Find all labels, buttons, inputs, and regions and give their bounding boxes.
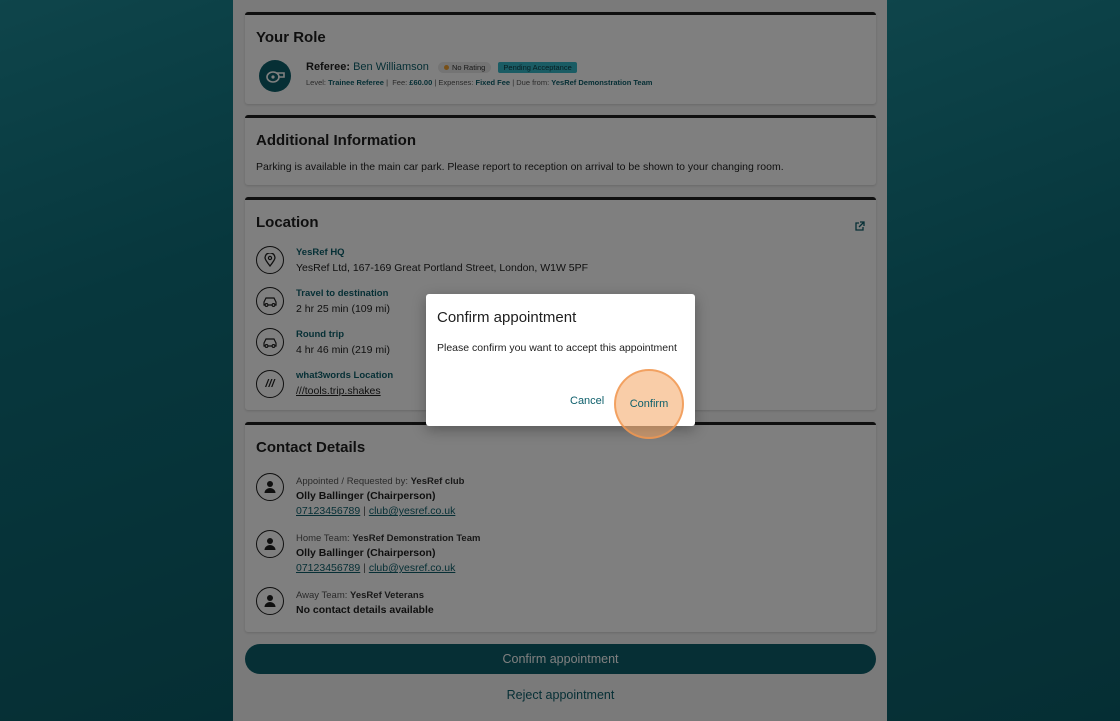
dialog-cancel-button[interactable]: Cancel — [570, 395, 605, 407]
dialog-body: Please confirm you want to accept this appointment — [437, 342, 677, 354]
dialog-title: Confirm appointment — [437, 309, 577, 326]
dialog-confirm-button[interactable]: Confirm — [614, 369, 684, 439]
confirm-dialog — [426, 294, 695, 426]
